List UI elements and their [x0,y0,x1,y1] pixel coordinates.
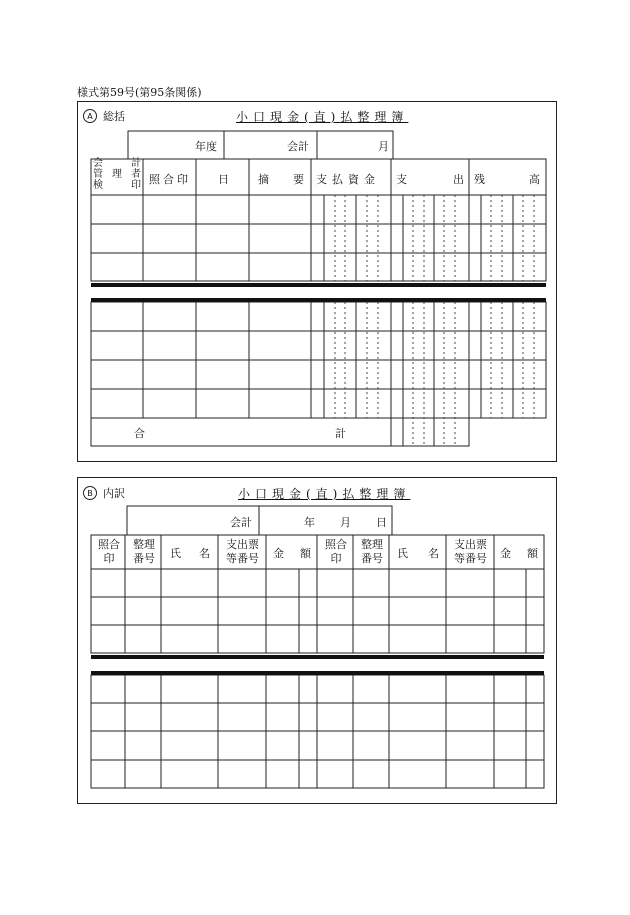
summary-panel [77,101,557,462]
account-label: 会計 [287,140,309,153]
breakdown-panel [77,477,557,804]
header-inspection-seal: 検 印 [93,180,141,191]
b-header-verify-seal: 照合 印 [98,538,120,565]
header-accounting-top: 会 計 [93,158,141,169]
header-date: 日 [218,173,229,186]
b-header-verify-seal-2: 照合 印 [325,538,347,565]
b-month-label: 月 [340,516,351,529]
circled-a-mark: A [83,109,97,123]
b-header-voucher-2: 支出票 等番号 [454,538,487,565]
section-b-name: 内訳 [103,487,125,500]
fiscal-year-label: 年度 [195,140,217,153]
header-verify-seal: 照合印 [149,173,191,186]
b-day-label: 日 [376,516,387,529]
header-funds-paid: 支払資金 [316,173,380,186]
header-summary: 摘 要 [258,173,304,186]
b-year-label: 年 [304,516,315,529]
b-header-amount-2: 金 額 [500,547,538,560]
b-header-name-2: 氏 名 [397,547,439,560]
circled-b-mark: B [83,486,97,500]
section-a-grid [78,102,558,463]
section-b-grid [78,478,558,805]
section-a-name: 総括 [103,110,125,123]
total-label: 合 計 [134,427,346,440]
b-header-voucher: 支出票 等番号 [226,538,259,565]
section-a-book-title: 小口現金(直)払整理簿 [236,110,409,124]
b-header-name: 氏 名 [170,547,210,560]
header-expenditure: 支 出 [396,173,464,186]
b-header-amount: 金 額 [273,547,311,560]
month-label: 月 [378,140,389,153]
header-manager: 管 理 者 [93,169,141,180]
b-header-ref-no: 整理 番号 [133,538,155,565]
form-title: 様式第59号(第95条関係) [77,86,202,99]
section-b-book-title: 小口現金(直)払整理簿 [238,487,411,501]
b-header-ref-no-2: 整理 番号 [361,538,383,565]
header-balance: 残 高 [474,173,540,186]
b-account-label: 会計 [230,516,252,529]
